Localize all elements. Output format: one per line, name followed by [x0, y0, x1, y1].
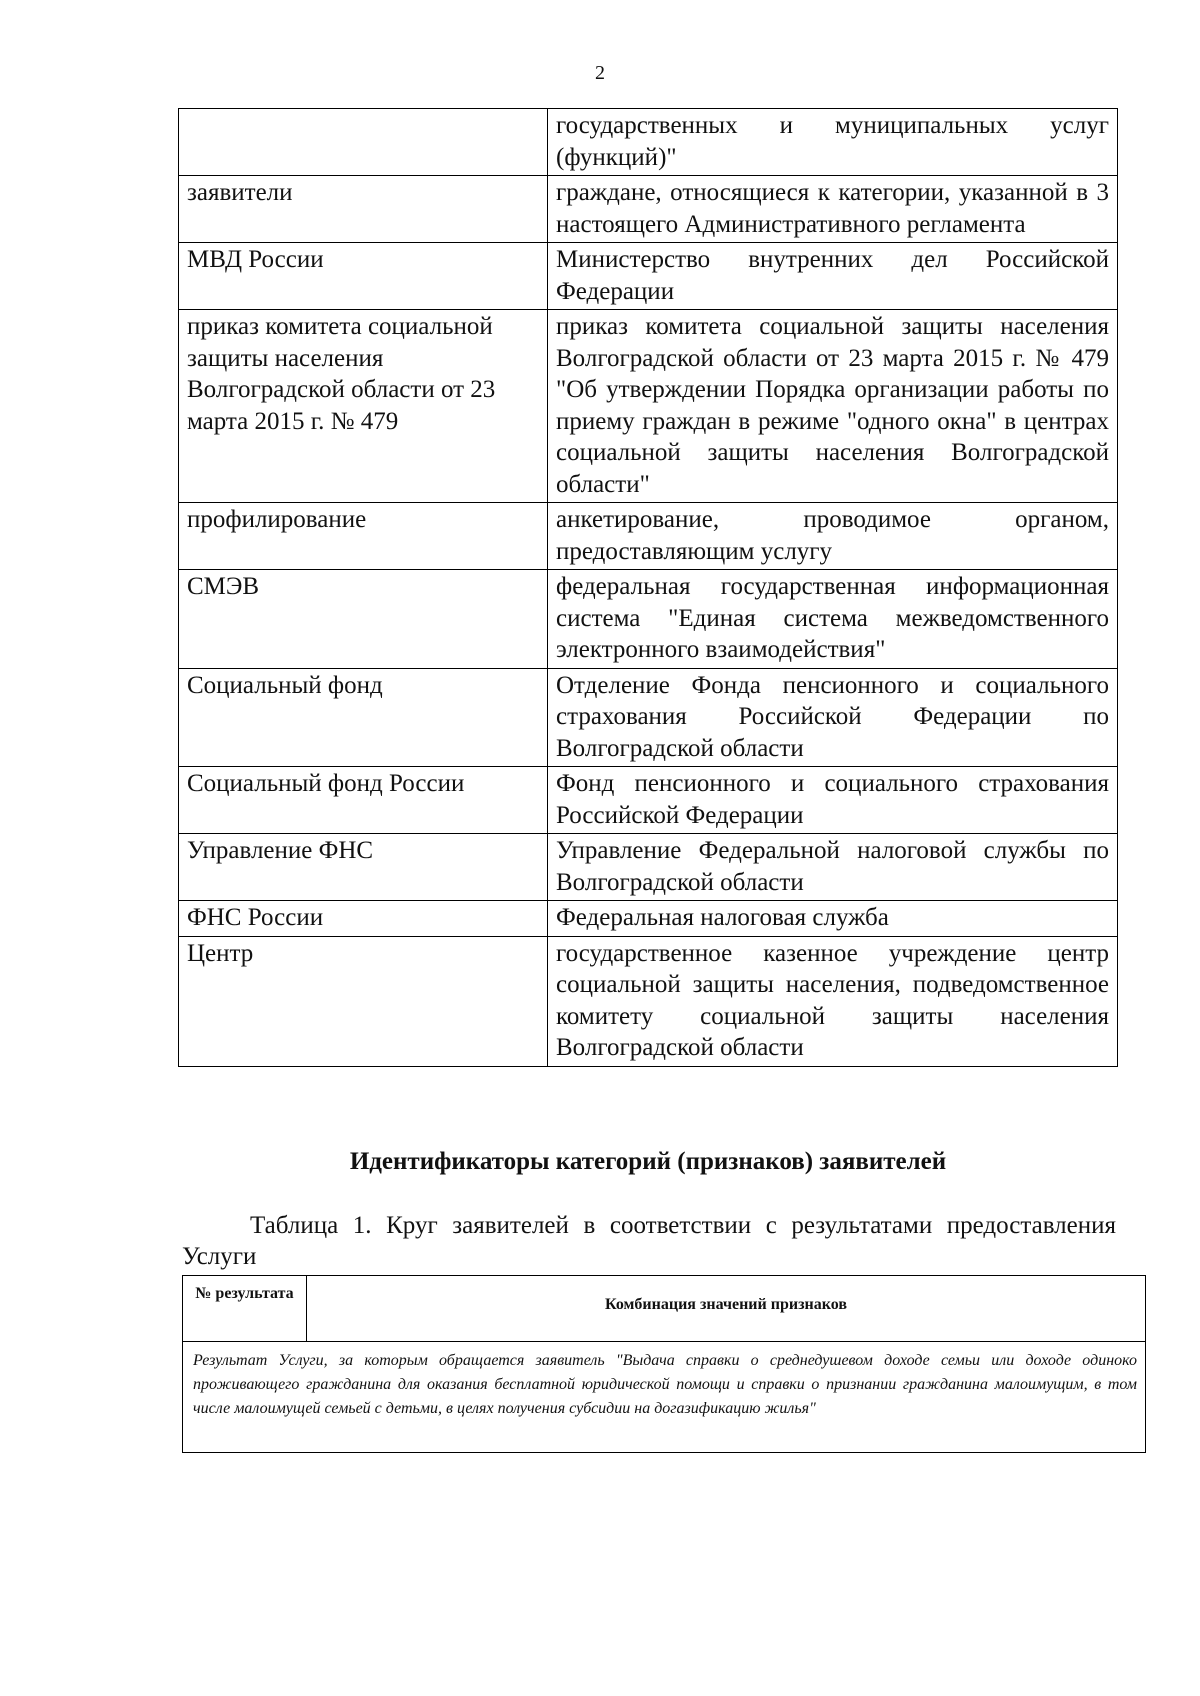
definition-text: Федеральная налоговая служба — [548, 901, 1118, 937]
definition-text: граждане, относящиеся к категории, указанной в 3 настоящего Административного регламента — [548, 176, 1118, 243]
definition-term: приказ комитета социальной защиты населения Волгоградской области от 23 марта 2015 г. № 479 — [179, 310, 548, 503]
definition-text: государственное казенное учреждение центр социальной защиты населения, подведомственное комитету социальной защиты населения Волгоградской области — [548, 936, 1118, 1066]
definition-row — [179, 767, 1118, 834]
definition-row — [179, 310, 1118, 503]
definition-text: Управление Федеральной налоговой службы по Волгоградской области — [548, 834, 1118, 901]
definition-row — [179, 176, 1118, 243]
definition-row — [179, 570, 1118, 669]
definition-term — [179, 109, 548, 176]
definition-text: Министерство внутренних дел Российской Федерации — [548, 243, 1118, 310]
definition-text: государственных и муниципальных услуг (функций)" — [548, 109, 1118, 176]
definition-term: МВД России — [179, 243, 548, 310]
definition-text: анкетирование, проводимое органом, предоставляющим услугу — [548, 503, 1118, 570]
results-table — [182, 1275, 1146, 1453]
definition-term: Управление ФНС — [179, 834, 548, 901]
definition-term: ФНС России — [179, 901, 548, 937]
definition-term: профилирование — [179, 503, 548, 570]
definition-row — [179, 109, 1118, 176]
results-table-header — [183, 1276, 1145, 1342]
definitions-table — [178, 108, 1118, 1067]
definition-row — [179, 936, 1118, 1066]
definition-row — [179, 901, 1118, 937]
definition-row — [179, 834, 1118, 901]
definition-text: федеральная государственная информационная система "Единая система межведомственного электронного взаимодействия" — [548, 570, 1118, 669]
definition-term: заявители — [179, 176, 548, 243]
definition-row — [179, 243, 1118, 310]
definition-row — [179, 668, 1118, 767]
result-number-header: № результата — [183, 1276, 307, 1341]
table-caption: Таблица 1. Круг заявителей в соответствии с результатами предоставления Услуги — [182, 1212, 1116, 1270]
page-number: 2 — [595, 62, 605, 84]
definition-term: СМЭВ — [179, 570, 548, 669]
section-heading: Идентификаторы категорий (признаков) заявителей — [349, 1148, 947, 1175]
definition-term: Центр — [179, 936, 548, 1066]
definition-row — [179, 503, 1118, 570]
definition-term: Социальный фонд — [179, 668, 548, 767]
combination-header: Комбинация значений признаков — [605, 1296, 847, 1313]
definition-text: Отделение Фонда пенсионного и социального страхования Российской Федерации по Волгоградской области — [548, 668, 1118, 767]
result-description: Результат Услуги, за которым обращается заявитель "Выдача справки о среднедушевом доходе семьи или доходе одиноко проживающего гражданина для оказания бесплатной юридической помощи и справки о признании гражданина малоимущим, в том числе малоимущей семьей с детьми, в целях получения субсидии на догазификацию жилья" — [193, 1352, 1137, 1417]
definition-term: Социальный фонд России — [179, 767, 548, 834]
definition-text: приказ комитета социальной защиты населения Волгоградской области от 23 марта 2015 г. № 479 "Об утверждении Порядка организации работы по приему граждан в режиме "одного окна" в центрах социальной защиты населения Волгоградской области" — [548, 310, 1118, 503]
definition-text: Фонд пенсионного и социального страхования Российской Федерации — [548, 767, 1118, 834]
